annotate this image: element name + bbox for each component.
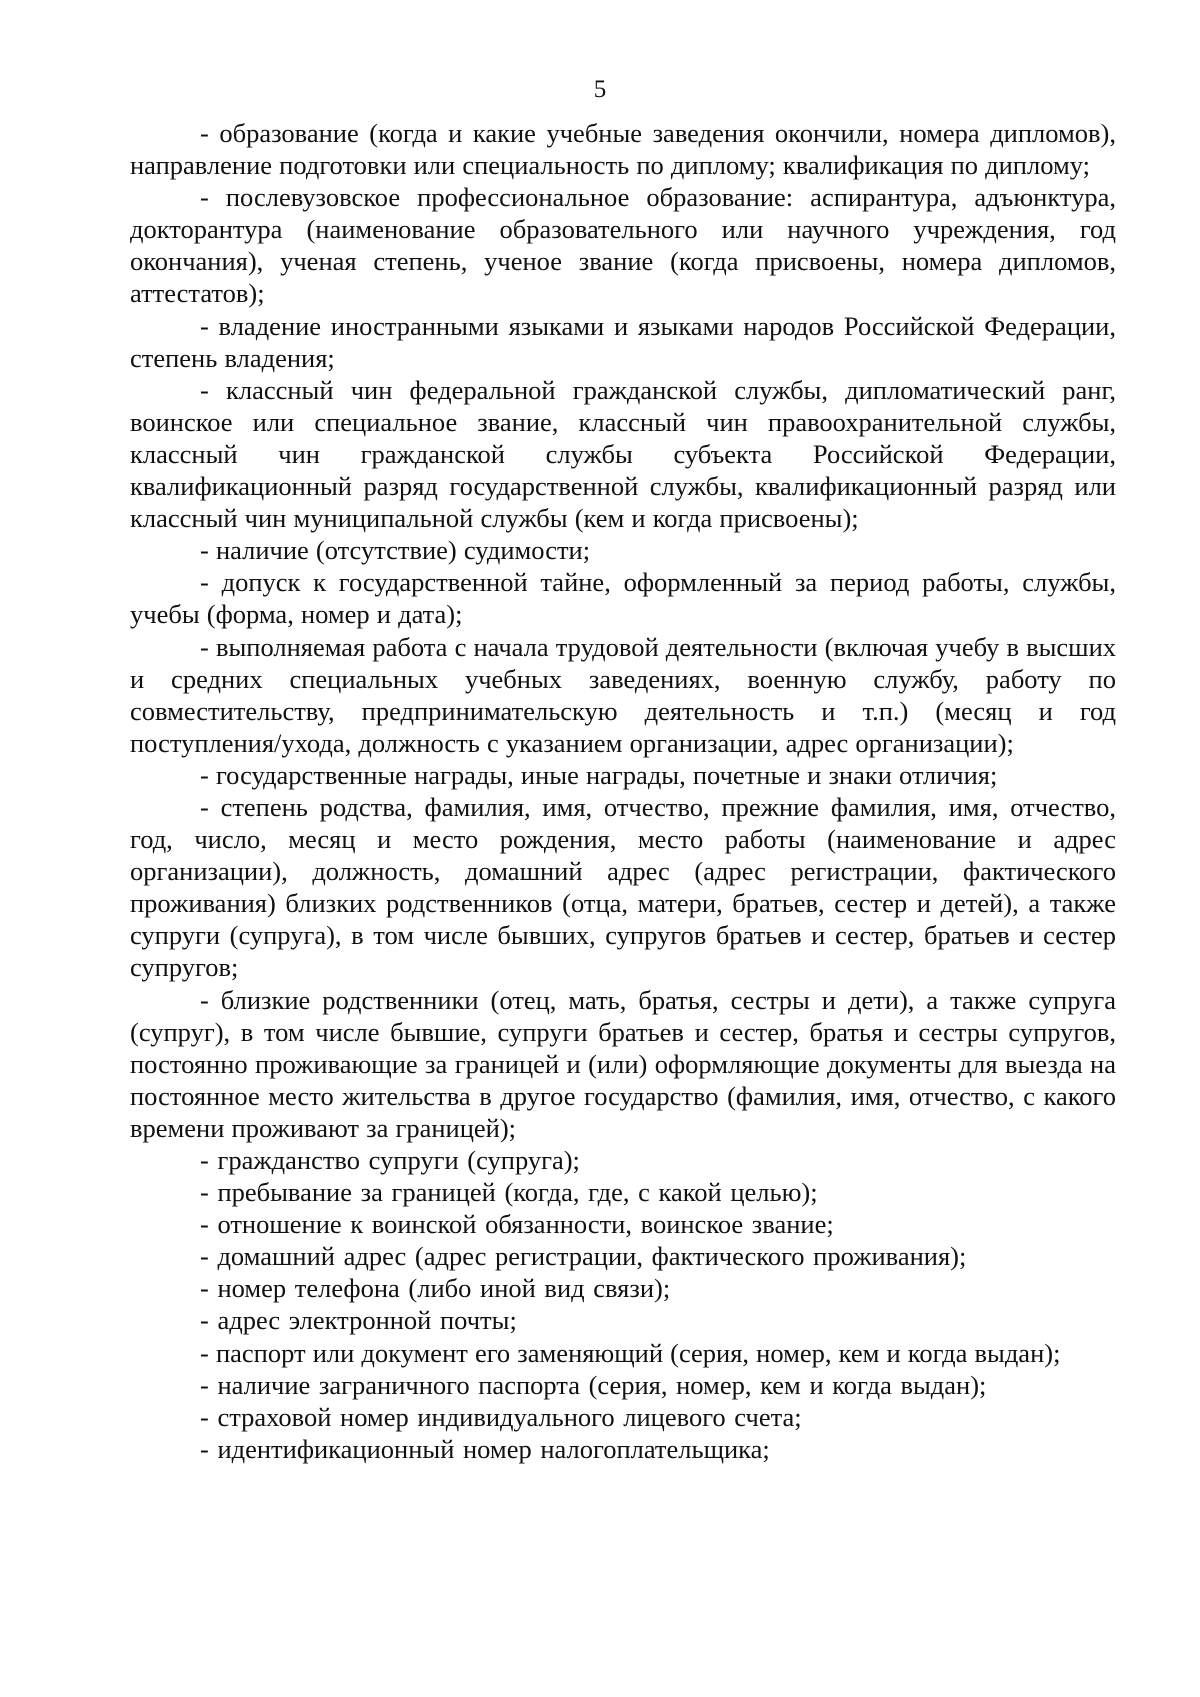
list-item-taxpayer-id: - идентификационный номер налогоплательщика; — [200, 1433, 770, 1464]
list-item-languages: - владение иностранными языками и языками народов Российской Федерации, степень владения; — [130, 310, 1116, 373]
list-item-passport: - паспорт или документ его заменяющий (серия, номер, кем и когда выдан); — [200, 1337, 1061, 1368]
list-item-phone-number: - номер телефона (либо иной вид связи); — [200, 1273, 671, 1304]
list-item-awards: - государственные награды, иные награды, почетные и знаки отличия; — [200, 759, 998, 790]
list-item-education: - образование (когда и какие учебные заведения окончили, номера дипломов), направление подготовки или специальность по диплому; квалификация по диплому; — [130, 118, 1116, 181]
list-item-home-address: - домашний адрес (адрес регистрации, фактического проживания); — [200, 1241, 967, 1272]
list-item-foreign-passport: - наличие заграничного паспорта (серия, номер, кем и когда выдан); — [200, 1369, 987, 1400]
list-item-military-duty: - отношение к воинской обязанности, воинское звание; — [200, 1209, 834, 1240]
list-item-state-secret-access: - допуск к государственной тайне, оформленный за период работы, службы, учебы (форма, номер и дата); — [130, 567, 1116, 630]
document-body — [130, 117, 1116, 1465]
list-item-insurance-number: - страховой номер индивидуального лицевого счета; — [200, 1401, 802, 1432]
list-item-spouse-citizenship: - гражданство супруги (супруга); — [200, 1145, 580, 1175]
list-item-class-rank: - классный чин федеральной гражданской службы, дипломатический ранг, воинское или специальное звание, классный чин правоохранительной службы, классный чин гражданской службы субъекта Российской Федерации, квалификационный разряд государственной службы, квалификационный разряд или классный чин муниципальной службы (кем и когда присвоены); — [130, 374, 1116, 534]
list-item-email: - адрес электронной почты; — [200, 1305, 517, 1336]
list-item-stay-abroad: - пребывание за границей (когда, где, с какой целью); — [200, 1177, 818, 1208]
list-item-work-history: - выполняемая работа с начала трудовой деятельности (включая учебу в высших и средних специальных учебных заведениях, военную службу, работу по совместительству, предпринимательскую деятельность и т.п.) (месяц и год поступления/ухода, должность с указанием организации, адрес организации); — [130, 631, 1116, 758]
list-item-postgraduate-education: - послевузовское профессиональное образование: аспирантура, адъюнктура, докторантура (наименование образовательного или научного учреждения, год окончания), ученая степень, ученое звание (когда присвоены, номера дипломов, аттестатов); — [130, 182, 1116, 309]
list-item-criminal-record: - наличие (отсутствие) судимости; — [200, 535, 591, 566]
list-item-relatives-details: - степень родства, фамилия, имя, отчество, прежние фамилия, имя, отчество, год, число, месяц и место рождения, место работы (наименование и адрес организации), должность, домашний адрес (адрес регистрации, фактического проживания) близких родственников (отца, матери, братьев, сестер и детей), а также супруги (супруга), в том числе бывших, супругов братьев и сестер, братьев и сестер супругов; — [130, 791, 1116, 983]
list-item-relatives-abroad: - близкие родственники (отец, мать, братья, сестры и дети), а также супруга (супруг), в том числе бывшие, супруги братьев и сестер, братья и сестры супругов, постоянно проживающие за границей и (или) оформляющие документы для выезда на постоянное место жительства в другое государство (фамилия, имя, отчество, с какого времени проживают за границей); — [130, 984, 1116, 1143]
page-number: 5 — [593, 76, 607, 103]
